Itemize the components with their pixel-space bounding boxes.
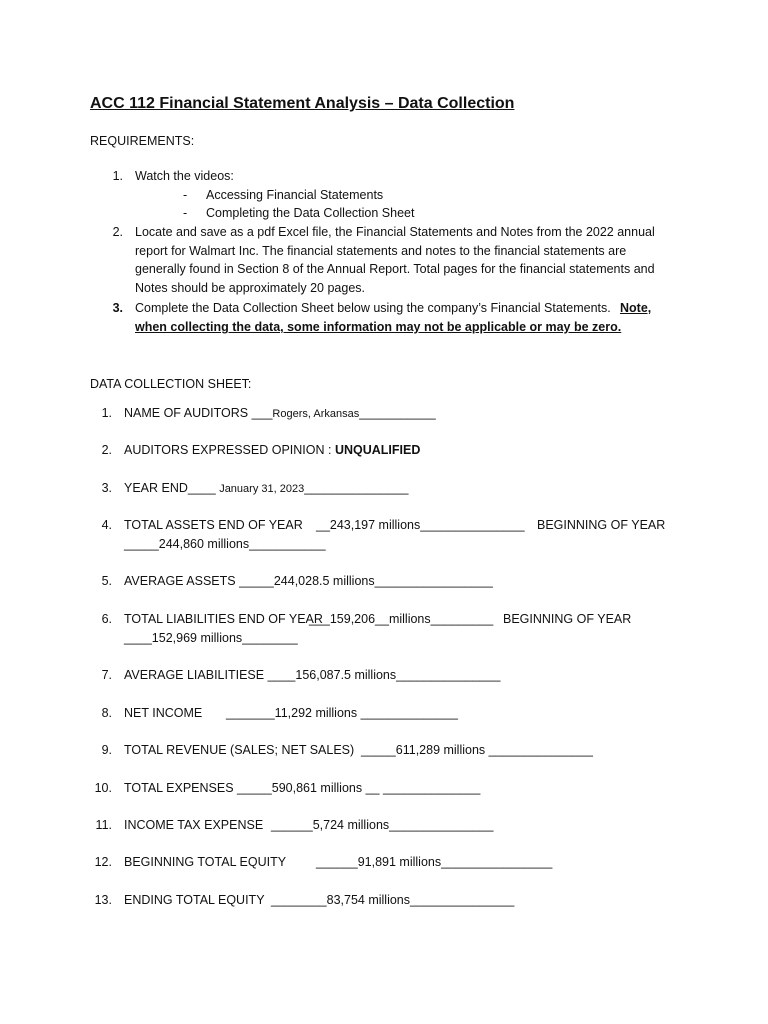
item-blank: _______________ (304, 481, 409, 495)
item-number: 13. (94, 893, 112, 907)
requirement-text-line: report for Walmart Inc. The financial statements and notes to the financial statements are (135, 244, 627, 258)
item-number: 3. (101, 481, 112, 495)
item-number: 4. (101, 518, 112, 532)
item-label: ENDING TOTAL EQUITY (124, 893, 265, 907)
sub-item-text: Completing the Data Collection Sheet (206, 206, 415, 220)
item-value: ________83,754 millions_______________ (271, 893, 515, 907)
item-label: TOTAL REVENUE (SALES; NET SALES) (124, 743, 355, 757)
item-number: 9. (101, 743, 112, 757)
item-number: 5. (101, 574, 112, 588)
item-line (124, 406, 436, 420)
requirements-heading: REQUIREMENTS: (90, 134, 195, 148)
sub-bullet: - (183, 206, 188, 220)
item-label: BEGINNING TOTAL EQUITY (124, 855, 287, 869)
item-value: January 31, 2023 (219, 483, 305, 495)
item-number: 8. (101, 706, 112, 720)
item-label: AVERAGE LIABILITIESE ____156,087.5 millions_______________ (124, 668, 501, 682)
requirement-note-line2: when collecting the data, some information may not be applicable or may be zero. (135, 320, 622, 334)
requirement-text: Complete the Data Collection Sheet below using the company’s Financial Statements. (135, 301, 611, 315)
sub-item-text: Accessing Financial Statements (206, 188, 384, 202)
item-value: UNQUALIFIED (334, 443, 421, 457)
requirement-text: Watch the videos: (135, 169, 234, 183)
item-extra-label: BEGINNING OF YEAR (503, 612, 632, 626)
requirement-number: 3. (112, 301, 123, 315)
requirement-note: Note, (620, 301, 652, 315)
item-number: 6. (101, 612, 112, 626)
requirement-text-line: Locate and save as a pdf Excel file, the Financial Statements and Notes from the 2022 annual (135, 225, 655, 239)
item-number: 11. (95, 818, 112, 832)
requirement-number: 2. (112, 225, 123, 239)
item-number: 10. (94, 781, 112, 795)
page-title: ACC 112 Financial Statement Analysis – Data Collection (90, 95, 515, 112)
item-line (124, 443, 420, 457)
item-blank: ___________ (359, 406, 436, 420)
item-value: _______11,292 millions ______________ (226, 706, 458, 720)
item-label: AUDITORS EXPRESSED OPINION : (124, 443, 335, 457)
item-value: ______5,724 millions_______________ (271, 818, 494, 832)
item-line (124, 481, 408, 495)
data-collection-heading: DATA COLLECTION SHEET: (90, 377, 252, 391)
item-extra-label: BEGINNING OF YEAR (537, 518, 666, 532)
item-number: 7. (101, 668, 112, 682)
item-value: ___159,206__millions_________ (309, 612, 494, 626)
item-label: TOTAL EXPENSES _____590,861 millions __ ______________ (124, 781, 481, 795)
sub-bullet: - (183, 188, 188, 202)
item-value: ______91,891 millions________________ (316, 855, 553, 869)
requirement-number: 1. (112, 169, 123, 183)
requirement-text-line: Notes should be approximately 20 pages. (135, 281, 366, 295)
item-label: INCOME TAX EXPENSE (124, 818, 264, 832)
item-value-line2: ____152,969 millions________ (124, 631, 298, 645)
item-value: Rogers, Arkansas (272, 408, 360, 420)
item-number: 12. (94, 855, 112, 869)
item-label: TOTAL ASSETS END OF YEAR (124, 518, 303, 532)
item-value: _____611,289 millions _______________ (361, 743, 593, 757)
item-label: YEAR END____ (124, 481, 220, 495)
item-number: 1. (101, 406, 112, 420)
item-number: 2. (101, 443, 112, 457)
item-label: TOTAL LIABILITIES END OF YEAR (124, 612, 323, 626)
item-value: __243,197 millions_______________ (316, 518, 525, 532)
item-label: NET INCOME (124, 706, 203, 720)
requirement-text-line: generally found in Section 8 of the Annual Report. Total pages for the financial statements and (135, 262, 655, 276)
item-label: AVERAGE ASSETS _____244,028.5 millions_________________ (124, 574, 493, 588)
item-value-line2: _____244,860 millions___________ (124, 537, 326, 551)
item-label: NAME OF AUDITORS ___ (124, 406, 273, 420)
